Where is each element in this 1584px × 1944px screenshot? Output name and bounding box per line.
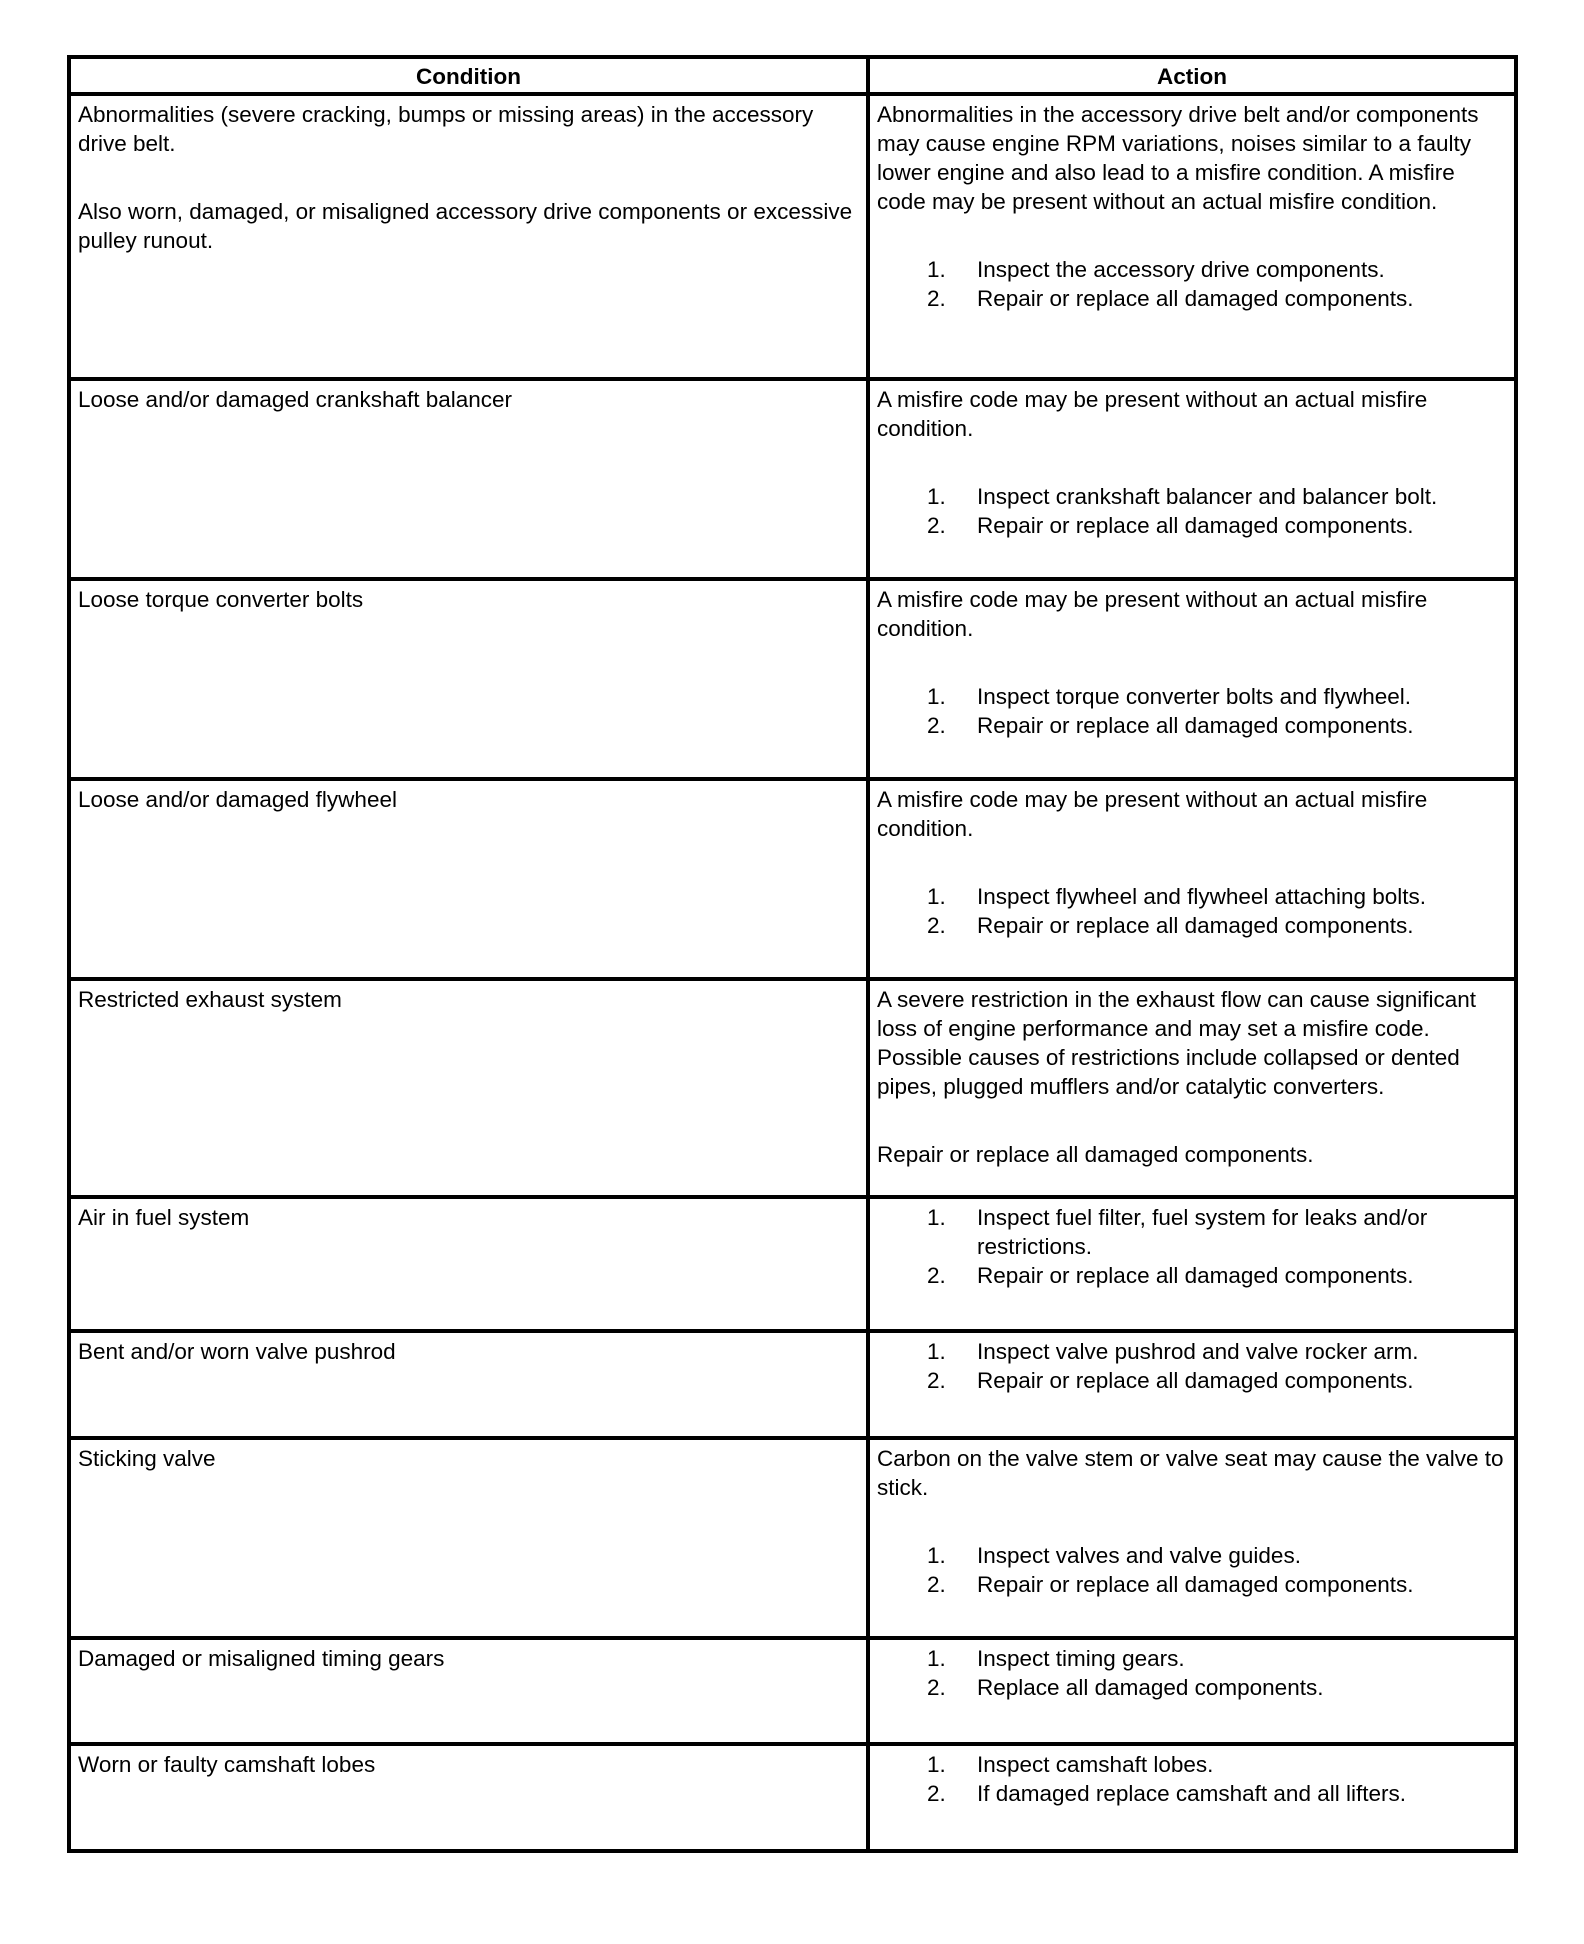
condition-text: Sticking valve: [78, 1446, 216, 1471]
step-number: 2.: [927, 1368, 946, 1393]
step-number: 1.: [927, 1646, 946, 1671]
step-text: Inspect flywheel and flywheel attaching bolts.: [977, 884, 1427, 909]
step-text: Repair or replace all damaged components.: [977, 1368, 1414, 1393]
condition-text: Loose and/or damaged crankshaft balancer: [78, 387, 513, 412]
step-number: 2.: [927, 913, 946, 938]
action-steps-list: [877, 1203, 1507, 1290]
action-step: [877, 1366, 1507, 1395]
action-step: [877, 1673, 1507, 1702]
action-description: A severe restriction in the exhaust flow can cause significant loss of engine performance and may set a misfire code. Possible causes of restrictions include collapsed or dented pipes, plugged mufflers and/or catalytic converters.: [877, 987, 1477, 1099]
step-text: Repair or replace all damaged components.: [977, 513, 1414, 538]
action-step: [877, 511, 1507, 540]
action-description: A misfire code may be present without an actual misfire condition.: [877, 587, 1428, 641]
step-number: 1.: [927, 884, 946, 909]
action-steps-list: [877, 1644, 1507, 1702]
step-number: 2.: [927, 1572, 946, 1597]
condition-text: Also worn, damaged, or misaligned accessory drive components or excessive pulley runout.: [78, 199, 853, 253]
action-step: [877, 1570, 1507, 1599]
step-text: Repair or replace all damaged components.: [977, 913, 1414, 938]
table-row: [69, 979, 1516, 1197]
condition-cell: [69, 1197, 868, 1331]
action-step: [877, 1644, 1507, 1673]
step-number: 1.: [927, 1543, 946, 1568]
action-summary: Repair or replace all damaged components.: [877, 1142, 1314, 1167]
table-row: [69, 379, 1516, 579]
step-text: Repair or replace all damaged components.: [977, 1572, 1414, 1597]
condition-cell: [69, 979, 868, 1197]
table-row: [69, 1438, 1516, 1638]
condition-text: Bent and/or worn valve pushrod: [78, 1339, 396, 1364]
action-cell: [868, 94, 1516, 379]
column-header-condition: Condition: [69, 57, 868, 94]
condition-text: Worn or faulty camshaft lobes: [78, 1752, 376, 1777]
condition-cell: [69, 379, 868, 579]
step-text: Inspect fuel filter, fuel system for leaks and/or restrictions.: [977, 1205, 1428, 1259]
step-text: Replace all damaged components.: [977, 1675, 1324, 1700]
action-step: [877, 284, 1507, 313]
step-text: If damaged replace camshaft and all lifters.: [977, 1781, 1406, 1806]
condition-cell: [69, 1331, 868, 1438]
step-number: 1.: [927, 684, 946, 709]
action-cell: [868, 1197, 1516, 1331]
table-row: [69, 94, 1516, 379]
action-step: [877, 482, 1507, 511]
action-step: [877, 1261, 1507, 1290]
step-text: Repair or replace all damaged components.: [977, 713, 1414, 738]
action-steps-list: [877, 255, 1507, 313]
step-number: 2.: [927, 1263, 946, 1288]
step-number: 2.: [927, 713, 946, 738]
action-cell: [868, 1438, 1516, 1638]
table-body: [69, 94, 1516, 1851]
condition-text: Loose torque converter bolts: [78, 587, 364, 612]
action-steps-list: [877, 1541, 1507, 1599]
table-row: [69, 1744, 1516, 1851]
step-number: 2.: [927, 1781, 946, 1806]
action-cell: [868, 579, 1516, 779]
step-number: 2.: [927, 513, 946, 538]
table-row: [69, 779, 1516, 979]
step-number: 1.: [927, 484, 946, 509]
action-steps-list: [877, 1337, 1507, 1395]
table-row: [69, 579, 1516, 779]
action-description: Carbon on the valve stem or valve seat may cause the valve to stick.: [877, 1446, 1504, 1500]
action-step: [877, 911, 1507, 940]
condition-cell: [69, 579, 868, 779]
action-steps-list: [877, 482, 1507, 540]
table-row: [69, 1197, 1516, 1331]
condition-action-table: [67, 55, 1518, 1853]
action-cell: [868, 379, 1516, 579]
condition-text: Air in fuel system: [78, 1205, 250, 1230]
condition-text: Abnormalities (severe cracking, bumps or missing areas) in the accessory drive belt.: [78, 102, 814, 156]
action-description: Abnormalities in the accessory drive belt and/or components may cause engine RPM variations, noises similar to a faulty lower engine and also lead to a misfire condition. A misfire code may be present without an actual misfire condition.: [877, 102, 1479, 214]
action-step: [877, 1779, 1507, 1808]
step-text: Inspect valve pushrod and valve rocker arm.: [977, 1339, 1419, 1364]
action-step: [877, 1541, 1507, 1570]
action-steps-list: [877, 1750, 1507, 1808]
action-step: [877, 682, 1507, 711]
action-step: [877, 255, 1507, 284]
condition-text: Restricted exhaust system: [78, 987, 342, 1012]
action-step: [877, 1203, 1507, 1261]
action-cell: [868, 1331, 1516, 1438]
column-header-action: Action: [868, 57, 1516, 94]
step-number: 1.: [927, 257, 946, 282]
action-description: A misfire code may be present without an actual misfire condition.: [877, 787, 1428, 841]
action-cell: [868, 1744, 1516, 1851]
step-text: Inspect camshaft lobes.: [977, 1752, 1214, 1777]
step-number: 2.: [927, 1675, 946, 1700]
step-text: Repair or replace all damaged components.: [977, 286, 1414, 311]
table-header-row: [69, 57, 1516, 94]
condition-cell: [69, 94, 868, 379]
step-text: Inspect valves and valve guides.: [977, 1543, 1301, 1568]
condition-text: Loose and/or damaged flywheel: [78, 787, 397, 812]
action-cell: [868, 979, 1516, 1197]
condition-cell: [69, 1638, 868, 1744]
condition-text: Damaged or misaligned timing gears: [78, 1646, 445, 1671]
action-step: [877, 1337, 1507, 1366]
step-text: Repair or replace all damaged components.: [977, 1263, 1414, 1288]
step-number: 1.: [927, 1339, 946, 1364]
action-cell: [868, 779, 1516, 979]
condition-cell: [69, 779, 868, 979]
step-text: Inspect timing gears.: [977, 1646, 1185, 1671]
condition-cell: [69, 1438, 868, 1638]
action-steps-list: [877, 682, 1507, 740]
step-text: Inspect crankshaft balancer and balancer bolt.: [977, 484, 1438, 509]
step-number: 2.: [927, 286, 946, 311]
action-description: A misfire code may be present without an actual misfire condition.: [877, 387, 1428, 441]
action-step: [877, 1750, 1507, 1779]
condition-cell: [69, 1744, 868, 1851]
table-row: [69, 1331, 1516, 1438]
action-step: [877, 711, 1507, 740]
step-text: Inspect torque converter bolts and flywheel.: [977, 684, 1411, 709]
step-text: Inspect the accessory drive components.: [977, 257, 1385, 282]
action-steps-list: [877, 882, 1507, 940]
step-number: 1.: [927, 1205, 946, 1230]
action-cell: [868, 1638, 1516, 1744]
step-number: 1.: [927, 1752, 946, 1777]
action-step: [877, 882, 1507, 911]
table-row: [69, 1638, 1516, 1744]
